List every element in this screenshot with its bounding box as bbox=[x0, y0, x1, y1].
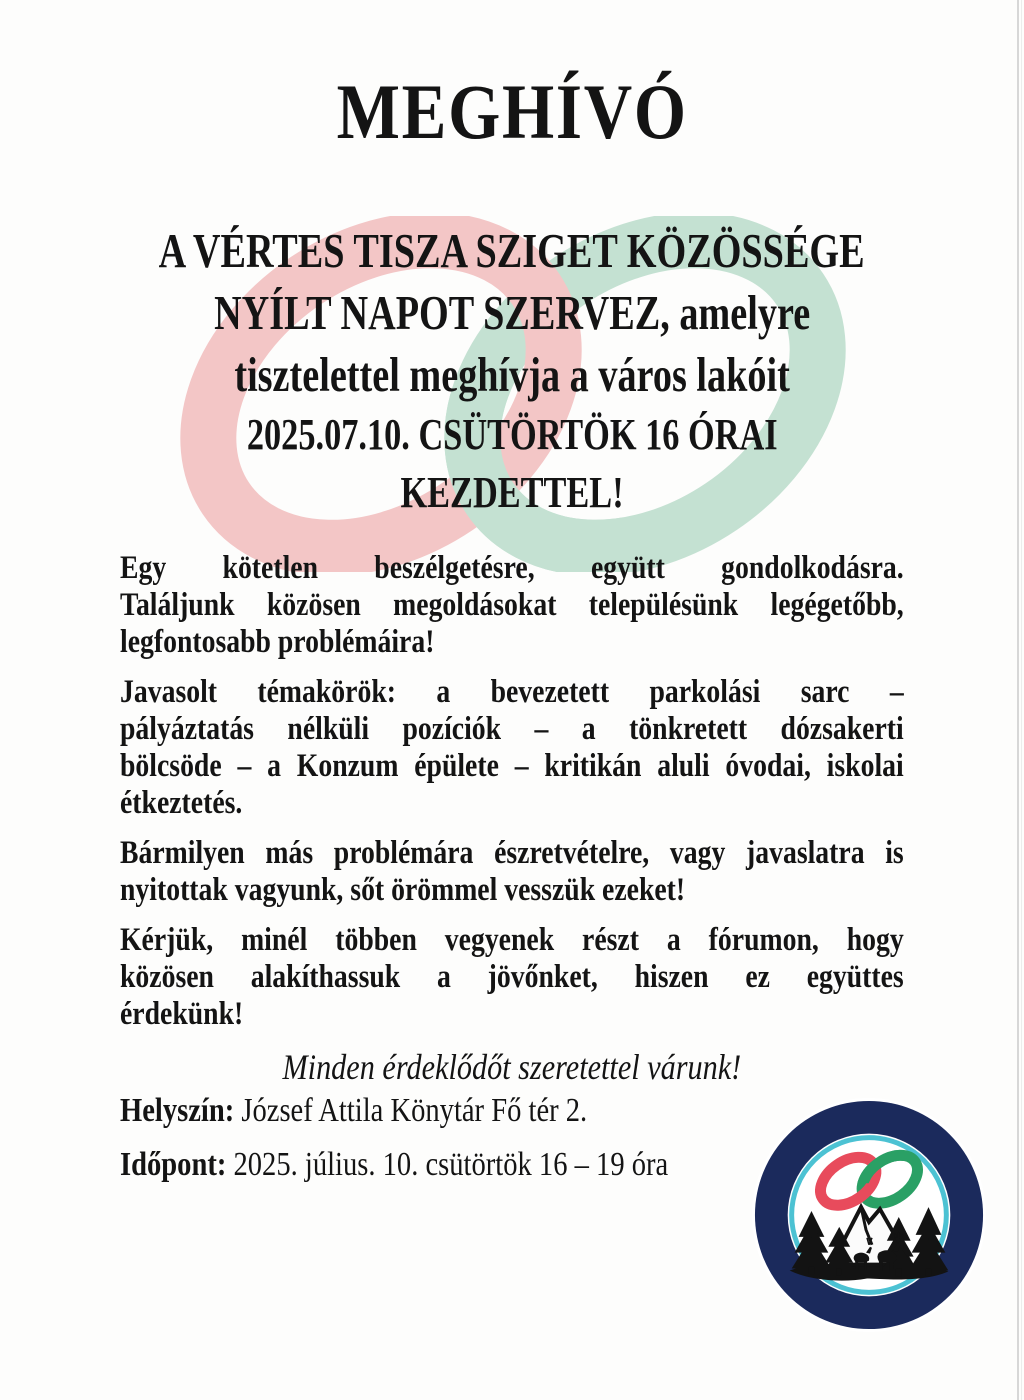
paragraph bbox=[120, 922, 904, 1033]
closing-line: Minden érdeklődőt szeretettel várunk! bbox=[282, 1047, 742, 1087]
paragraph bbox=[120, 835, 904, 909]
paragraph-line: bölcsöde – a Konzum épülete – kritikán aluli óvodai, iskolai bbox=[120, 748, 904, 784]
paragraph-line: nyitottak vagyunk, sőt örömmel vesszük ezeket! bbox=[120, 872, 686, 908]
body-text-block bbox=[120, 550, 904, 1188]
time-value: 2025. július. 10. csütörtök 16 – 19 óra bbox=[226, 1146, 669, 1183]
poster-content bbox=[0, 64, 1024, 1188]
venue-value: József Attila Könytár Fő tér 2. bbox=[234, 1092, 588, 1129]
paragraph-line: közösen alakíthassuk a jövőnket, hiszen ez együttes bbox=[120, 959, 904, 995]
poster-title bbox=[0, 64, 1024, 160]
heading-line: NYÍLT NAPOT SZERVEZ, amelyre bbox=[213, 285, 811, 340]
paragraph-line: étkeztetés. bbox=[120, 785, 243, 821]
paragraph-line: pályáztatás nélküli pozíciók – a tönkretett dózsakerti bbox=[120, 711, 904, 747]
paragraph bbox=[120, 550, 904, 661]
paragraph-line: Kérjük, minél többen vegyenek részt a fórumon, hogy bbox=[120, 922, 904, 958]
heading-date-line: 2025.07.10. CSÜTÖRTÖK 16 ÓRAI bbox=[246, 410, 778, 459]
heading-line: tisztelettel meghívja a város lakóit bbox=[234, 347, 790, 402]
heading-date-line: KEZDETTEL! bbox=[400, 468, 624, 517]
poster-title-text: MEGHÍVÓ bbox=[336, 68, 688, 155]
paragraph-line: Találjunk közösen megoldásokat településünk legégetőbb, bbox=[120, 587, 904, 623]
heading-block bbox=[0, 220, 1024, 522]
paragraph-line: érdekünk! bbox=[120, 996, 244, 1032]
paragraph-line: Egy kötetlen beszélgetésre, együtt gondolkodásra. bbox=[120, 550, 904, 586]
time-label: Időpont: bbox=[120, 1146, 227, 1183]
paragraph-line: Bármilyen más problémára észretvételre, vagy javaslatra is bbox=[120, 835, 904, 871]
community-logo-icon bbox=[750, 1096, 988, 1334]
heading-line: A VÉRTES TISZA SZIGET KÖZÖSSÉGE bbox=[158, 223, 866, 278]
venue-label: Helyszín: bbox=[120, 1092, 235, 1129]
paragraph-line: Javasolt témakörök: a bevezetett parkolási sarc – bbox=[120, 674, 904, 710]
paragraph bbox=[120, 674, 904, 822]
paragraph-line: legfontosabb problémáira! bbox=[120, 624, 435, 660]
mountain-forest-icon bbox=[790, 1207, 949, 1281]
community-logo-badge bbox=[750, 1096, 988, 1334]
